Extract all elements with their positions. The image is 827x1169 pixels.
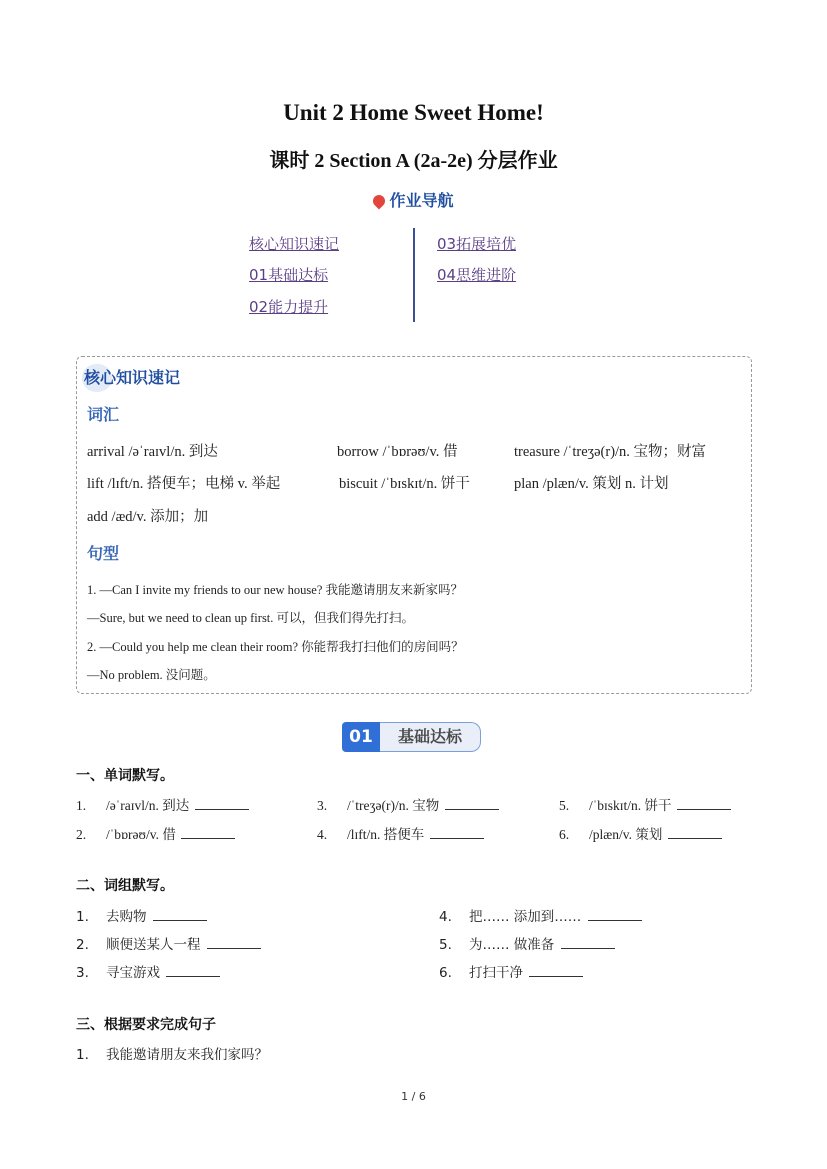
sentence-line: —Sure, but we need to clean up first. 可以，但我们得先打扫。 (87, 611, 415, 625)
sentence-line: 2. —Could you help me clean their room? 你能帮我打扫他们的房间吗？ (87, 640, 464, 654)
homework-nav-title (0, 188, 827, 211)
exercise-item: 4. 把…… 添加到…… (439, 905, 642, 925)
vocab-item: lift /lɪft/n. 搭便车；电梯 v. 举起 (87, 476, 281, 492)
badge-number: 01 (342, 722, 380, 752)
nav-link-03[interactable]: 03拓展培优 (437, 235, 517, 253)
exercise-item: 6. 打扫干净 (439, 961, 583, 981)
vocab-item: borrow /ˈbɒrəʊ/v. 借 (337, 444, 458, 460)
nav-title-text: 作业导航 (389, 191, 454, 210)
nav-link-02[interactable]: 02能力提升 (249, 298, 329, 316)
answer-blank[interactable] (588, 908, 642, 921)
vocab-item: add /æd/v. 添加；加 (87, 509, 209, 525)
vocab-heading: 词汇 (87, 405, 120, 424)
section3-title: 三、根据要求完成句子 (76, 1017, 216, 1033)
nav-divider (413, 228, 415, 322)
vocab-item: arrival /əˈraɪvl/n. 到达 (87, 444, 218, 460)
nav-link-core-knowledge[interactable]: 核心知识速记 (249, 235, 340, 253)
sentence-line: —No problem. 没问题。 (87, 668, 216, 682)
exercise-item: 4. /lɪft/n. 搭便车 (317, 823, 484, 843)
exercise-item: 1. 我能邀请朋友来我们家吗？ (76, 1047, 268, 1063)
exercise-item: 6. /plæn/v. 策划 (559, 823, 722, 843)
section1-title: 一、单词默写。 (76, 768, 174, 784)
page-title: Unit 2 Home Sweet Home! (283, 100, 544, 125)
section2-title: 二、词组默写。 (76, 878, 174, 894)
exercise-item: 5. /ˈbɪskɪt/n. 饼干 (559, 794, 731, 814)
answer-blank[interactable] (561, 936, 615, 949)
answer-blank[interactable] (529, 964, 583, 977)
exercise-item: 2. /ˈbɒrəʊ/v. 借 (76, 823, 235, 843)
exercise-item: 5. 为…… 做准备 (439, 933, 615, 953)
badge-label: 基础达标 (380, 722, 481, 752)
answer-blank[interactable] (153, 908, 207, 921)
section-badge (342, 722, 482, 752)
exercise-item: 1. 去购物 (76, 905, 207, 925)
answer-blank[interactable] (207, 936, 261, 949)
answer-blank[interactable] (166, 964, 220, 977)
page-number: 1 / 6 (401, 1090, 426, 1103)
answer-blank[interactable] (430, 826, 484, 839)
answer-blank[interactable] (445, 797, 499, 810)
answer-blank[interactable] (677, 797, 731, 810)
sentence-heading: 句型 (87, 544, 120, 563)
nav-link-01[interactable]: 01基础达标 (249, 266, 329, 284)
exercise-item: 2. 顺便送某人一程 (76, 933, 261, 953)
exercise-item: 3. /ˈtreʒə(r)/n. 宝物 (317, 794, 499, 814)
exercise-item: 3. 寻宝游戏 (76, 961, 220, 981)
sentence-line: 1. —Can I invite my friends to our new house? 我能邀请朋友来新家吗？ (87, 583, 463, 597)
core-knowledge-title: 核心知识速记 (84, 368, 181, 387)
answer-blank[interactable] (195, 797, 249, 810)
nav-link-04[interactable]: 04思维进阶 (437, 266, 517, 284)
vocab-item: plan /plæn/v. 策划 n. 计划 (514, 476, 669, 492)
location-pin-icon (371, 193, 388, 210)
vocab-item: biscuit /ˈbɪskɪt/n. 饼干 (339, 476, 470, 492)
answer-blank[interactable] (668, 826, 722, 839)
exercise-item: 1. /əˈraɪvl/n. 到达 (76, 794, 249, 814)
page-subtitle: 课时 2 Section A (2a-2e) 分层作业 (269, 150, 558, 172)
answer-blank[interactable] (181, 826, 235, 839)
vocab-item: treasure /ˈtreʒə(r)/n. 宝物；财富 (514, 444, 707, 460)
